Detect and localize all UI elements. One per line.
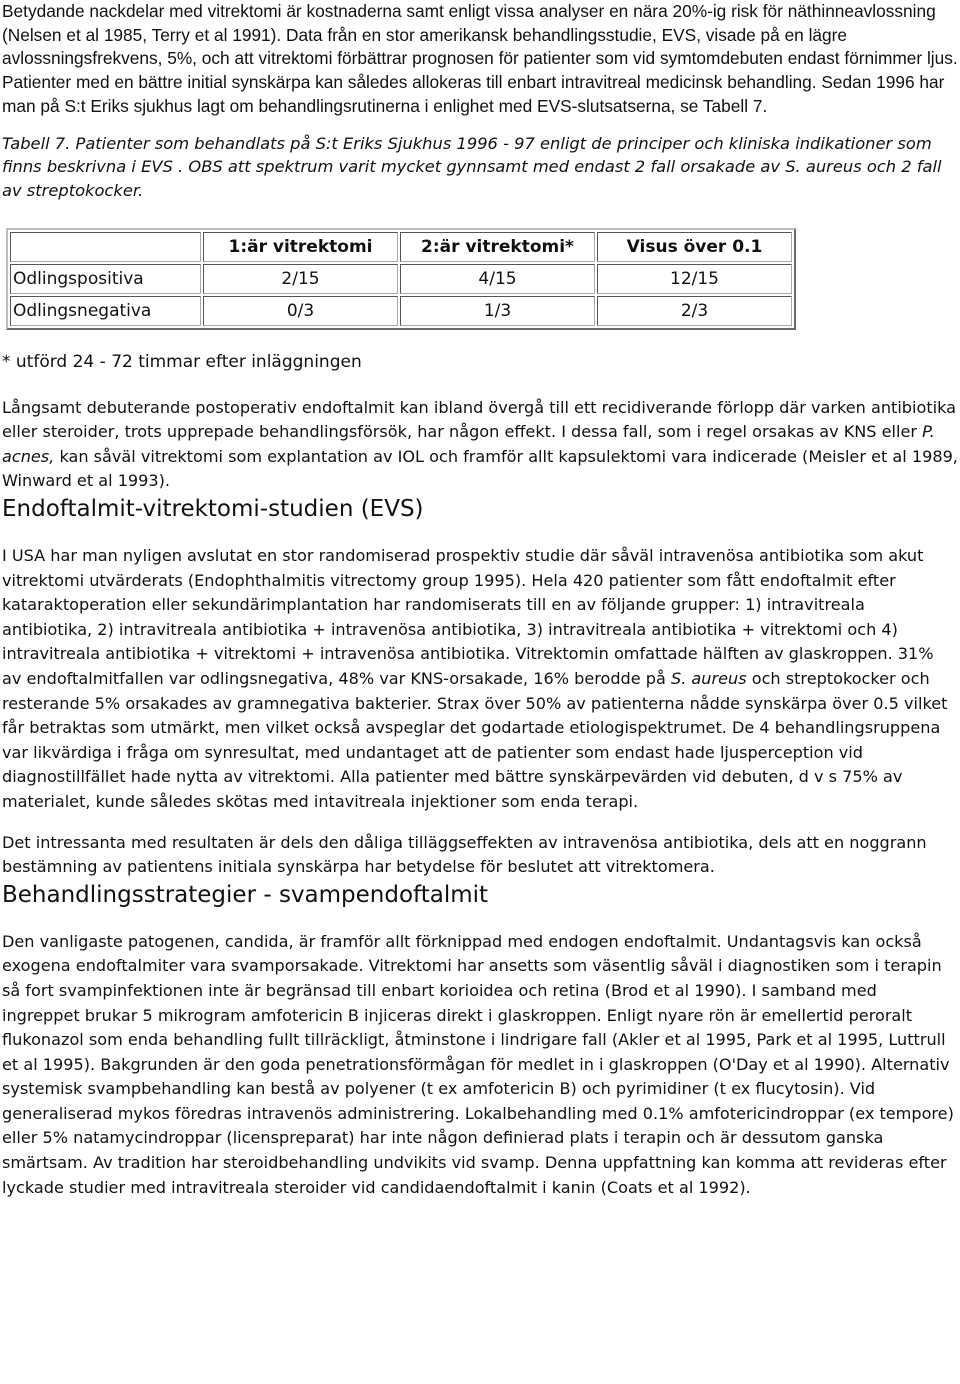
intro-paragraph: Betydande nackdelar med vitrektomi är kostnaderna samt enligt vissa analyser en nära 20%-ig risk för näthinneavlossning (Nelsen et al 1985, Terry et al 1991). Data från en stor amerikansk behandlingsstudie, EVS, visade på en lägre avlossningsfrekvens, 5%, och att vitrektomi förbättrar prognosen för patienter som vid symtomdebuten endast förnimmer ljus. Patienter med en bättre initial synskärpa kan således allokeras till enbart intravitreal medicinsk behandling. Sedan 1996 har man på S:t Eriks sjukhus lagt om behandlingsrutinerna i enlighet med EVS-slutsatserna, se Tabell 7.: [2, 1, 958, 116]
table-caption: Tabell 7. Patienter som behandlats på S:t Eriks Sjukhus 1996 - 97 enligt de principer och kliniska indikationer som finns beskrivna i EVS . OBS att spektrum varit mycket gynnsamt med endast 2 fall orsakade av S. aureus och 2 fall av streptokocker.: [2, 133, 942, 200]
table-row: [10, 296, 792, 326]
paragraph-text: Långsamt debuterande postoperativ endoftalmit kan ibland övergå till ett recidiverande förlopp där varken antibiotika eller steroider, trots upprepade behandlingsförsök, har någon effekt. I dessa fall, som i regel orsakas av KNS eller: [2, 397, 957, 442]
table-cell: 1/3: [400, 296, 595, 326]
table-cell: 4/15: [400, 264, 595, 294]
evs-paragraph-1: [2, 544, 958, 815]
paragraph-text: kan såväl vitrektomi som explantation av IOL och framför allt kapsulektomi vara indicerade (Meisler et al 1989, Winward et al 1993).: [2, 446, 958, 491]
table-row: [10, 264, 792, 294]
organism-name: P. acnes,: [2, 422, 935, 466]
table-header-empty: [10, 232, 201, 262]
table-footnote: * utförd 24 - 72 timmar efter inläggningen: [2, 351, 362, 372]
table-cell: 0/3: [203, 296, 398, 326]
section-heading-evs: Endoftalmit-vitrektomi-studien (EVS): [2, 496, 424, 522]
table-header-visus: Visus över 0.1: [597, 232, 792, 262]
table-row-label: Odlingspositiva: [10, 264, 201, 294]
table-row-label: Odlingsnegativa: [10, 296, 201, 326]
table-cell: 2/3: [597, 296, 792, 326]
paragraph-text: och streptokocker och resterande 5% orsakades av gramnegativa bakterier. Strax över 50% av patienterna nådde synskärpa över 0.5 vilket får betraktas som utmärkt, men vilket också avspeglar det godartade etiologispektrumet. De 4 behandlingsruppena var likvärdiga i fråga om synresultat, med undantaget att de patienter som endast hade ljusperception vid diagnostillfället hade nytta av vitrektomi. Alla patienter med bättre synskärpevärden vid debuten, d v s 75% av materialet, kunde således skötas med intavitreala injektioner som enda terapi.: [2, 668, 948, 811]
endoftalmit-paragraph: [2, 396, 958, 494]
section-heading-svamp: Behandlingsstrategier - svampendoftalmit: [2, 881, 489, 908]
paragraph-text: I USA har man nyligen avslutat en stor randomiserad prospektiv studie där såväl intravenösa antibiotika som akut vitrektomi utvärderats (Endophthalmitis vitrectomy group 1995). Hela 420 patienter som fått endoftalmit efter kataraktoperation eller sekundärimplantation har randomiserats till en av följande grupper: 1) intravitreala antibiotika, 2) intravitreala antibiotika + intravenösa antibiotika, 3) intravitreala antibiotika + vitrektomi och 4) intravitreala antibiotika + vitrektomi + intravenösa antibiotika. Vitrektomin omfattade hälften av glaskroppen. 31% av endoftalmitfallen var odlingsnegativa, 48% var KNS-orsakade, 16% berodde på: [2, 546, 934, 688]
table-header-primary-vitrectomy: 1:är vitrektomi: [203, 232, 398, 262]
table-7: [6, 228, 796, 330]
evs-paragraph-2: Det intressanta med resultaten är dels den dåliga tilläggseffekten av intravenösa antibiotika, dels att en noggrann bestämning av patientens initiala synskärpa har betydelse för beslutet att vitrektomera.: [2, 832, 927, 877]
table-header-row: [10, 232, 792, 262]
table-header-secondary-vitrectomy: 2:är vitrektomi*: [400, 232, 595, 262]
table-cell: 12/15: [597, 264, 792, 294]
table-cell: 2/15: [203, 264, 398, 294]
svamp-paragraph-1: Den vanligaste patogenen, candida, är framför allt förknippad med endogen endoftalmit. Undantagsvis kan också exogena endoftalmiter vara svamporsakade. Vitrektomi har ansetts som väsentlig såväl i diagnostiken som i terapin så fort svampinfektionen inte är begränsad till enbart korioidea och retina (Brod et al 1990). I samband med ingreppet brukar 5 mikrogram amfotericin B injiceras direkt i glaskroppen. Enligt nyare rön är emellertid peroralt flukonazol som enda behandling fullt tillräckligt, åtminstone i lindrigare fall (Akler et al 1995, Park et al 1995, Luttrull et al 1995). Bakgrunden är den goda penetrationsförmågan för medlet in i glaskroppen (O'Day et al 1990). Alternativ systemisk svampbehandling kan bestå av polyener (t ex amfotericin B) och pyrimidiner (t ex flucytosin). Vid generaliserad mykos föredras intravenös administrering. Lokalbehandling med 0.1% amfotericindroppar (ex tempore) eller 5% natamycindroppar (licenspreparat) har inte någon definierad plats i terapin och är dessutom ganska smärtsam. Av tradition har steroidbehandling undvikits vid svamp. Denna uppfattning kan komma att revideras efter lyckade studier med intravitreala steroider vid candidaendoftalmit i kanin (Coats et al 1992).: [2, 931, 954, 1197]
organism-name: S. aureus: [670, 668, 747, 688]
